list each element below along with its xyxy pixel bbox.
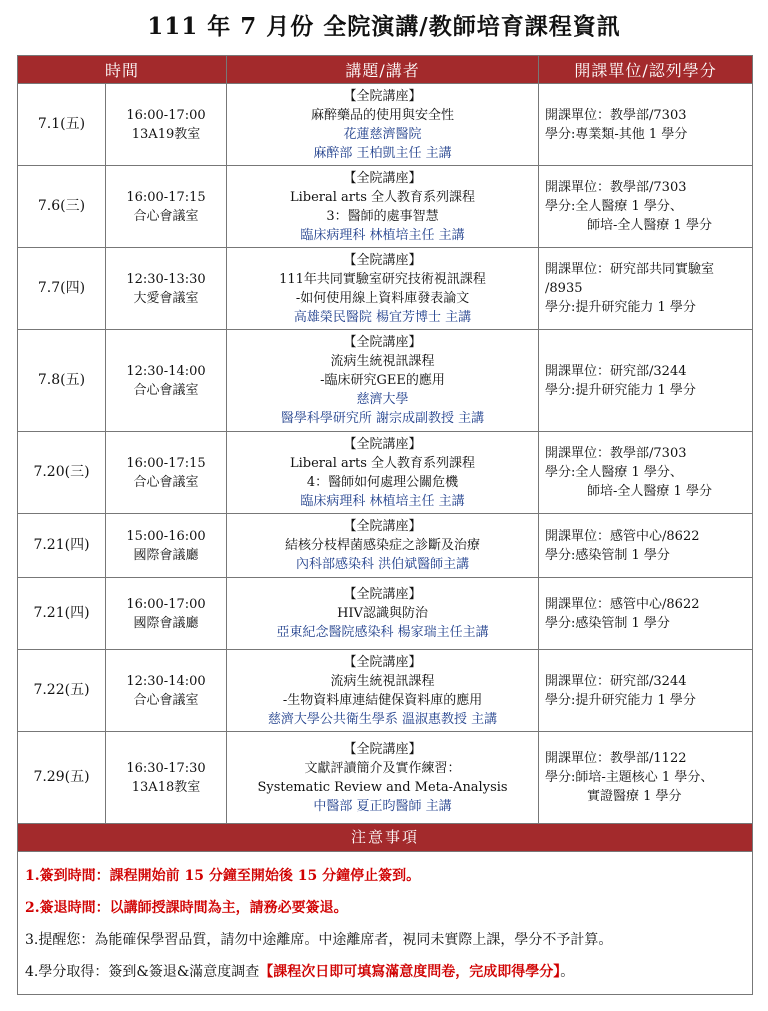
course-place: 合心會議室: [133, 474, 199, 490]
course-time: 12:30-14:00: [126, 363, 206, 379]
course-time-cell: [106, 432, 227, 514]
table-header-row: [18, 56, 753, 84]
course-table: [17, 55, 753, 995]
course-topic-line: 結核分枝桿菌感染症之診斷及治療: [285, 538, 481, 553]
course-tag: 【全院講座】: [343, 436, 422, 452]
course-topic-line: Liberal arts 全人教育系列課程: [289, 455, 476, 471]
page-title: 111 年 7 月份 全院演講/教師培育課程資訊: [147, 13, 621, 40]
course-time: 16:00-17:15: [126, 455, 206, 471]
course-time: 15:00-16:00: [126, 528, 206, 544]
course-time-cell: [106, 578, 227, 650]
course-unit-cell: [539, 578, 753, 650]
header-topic: 講題/講者: [227, 56, 539, 84]
course-tag: 【全院講座】: [343, 741, 422, 757]
course-unit-line: 學分:專業類-其他 1 學分: [545, 126, 688, 142]
course-time: 16:00-17:15: [126, 189, 206, 205]
course-row: [18, 732, 753, 824]
course-unit-line: 學分:感染管制 1 學分: [545, 615, 670, 631]
course-unit-line: 開課單位：研究部共同實驗室: [545, 262, 715, 277]
note-3: 3.提醒您：為能確保學習品質，請勿中途離席。中途離席者，視同未實際上課，學分不予計算。: [25, 932, 613, 948]
course-topic-line: 流病生統視訊課程: [330, 354, 435, 369]
course-unit-line: 實證醫療 1 學分: [587, 789, 682, 804]
course-place: 國際會議廳: [133, 615, 199, 631]
header-time: 時間: [18, 56, 227, 84]
course-time-cell: [106, 330, 227, 432]
course-time: 12:30-13:30: [126, 271, 206, 287]
course-speaker-line: 內科部感染科 洪伯斌醫師主講: [295, 557, 470, 572]
notes-heading: 注意事項: [18, 824, 753, 852]
course-topic-cell: [227, 732, 539, 824]
course-time: 12:30-14:00: [126, 673, 206, 689]
note-2: 2.簽退時間：以講師授課時間為主，請務必要簽退。: [25, 900, 348, 916]
course-date: 7.20(三): [18, 432, 106, 514]
course-unit-line: 開課單位：教學部/1122: [545, 751, 687, 766]
course-tag: 【全院講座】: [343, 654, 422, 670]
course-place: 13A19教室: [131, 126, 201, 142]
course-topic-line: 流病生統視訊課程: [330, 673, 435, 689]
course-time: 16:00-17:00: [126, 107, 206, 123]
course-unit-line: 學分:提升研究能力 1 學分: [545, 382, 696, 398]
course-date: 7.21(四): [18, 578, 106, 650]
course-topic-line: 111年共同實驗室研究技術視訊課程: [279, 271, 486, 287]
course-unit-line: 開課單位：教學部/7303: [545, 446, 687, 461]
course-topic-cell: [227, 578, 539, 650]
course-topic-cell: [227, 248, 539, 330]
course-unit-line: 師培-全人醫療 1 學分: [587, 218, 712, 233]
course-tag: 【全院講座】: [343, 335, 422, 350]
course-row: [18, 166, 753, 248]
course-place: 大愛會議室: [133, 290, 199, 306]
course-tag: 【全院講座】: [343, 587, 422, 602]
course-speaker-line: 臨床病理科 林植培主任 主講: [300, 227, 465, 243]
course-unit-cell: [539, 732, 753, 824]
course-unit-cell: [539, 166, 753, 248]
course-date: 7.7(四): [18, 248, 106, 330]
course-speaker-line: 醫學科學研究所 謝宗成副教授 主講: [280, 411, 485, 426]
course-unit-line: 開課單位：研究部/3244: [545, 363, 687, 379]
course-topic-cell: [227, 330, 539, 432]
course-place: 13A18教室: [131, 779, 201, 795]
course-tag: 【全院講座】: [343, 519, 422, 534]
course-unit-line: 開課單位：教學部/7303: [545, 180, 687, 195]
course-unit-line: 開課單位：感管中心/8622: [545, 596, 700, 612]
course-unit-line: 學分:感染管制 1 學分: [545, 547, 670, 563]
course-unit-line: 學分:師培-主題核心 1 學分、: [545, 770, 714, 785]
course-unit-line: 開課單位：研究部/3244: [545, 673, 687, 689]
header-unit: 開課單位/認列學分: [539, 56, 753, 84]
course-date: 7.22(五): [18, 650, 106, 732]
course-date: 7.1(五): [18, 84, 106, 166]
course-time-cell: [106, 248, 227, 330]
course-topic-cell: [227, 166, 539, 248]
course-tag: 【全院講座】: [343, 170, 422, 186]
course-place: 合心會議室: [133, 208, 199, 224]
course-row: [18, 84, 753, 166]
course-row: [18, 578, 753, 650]
course-date: 7.6(三): [18, 166, 106, 248]
course-topic-cell: [227, 514, 539, 578]
course-speaker-line: 慈濟大學公共衛生學系 溫淑惠教授 主講: [267, 711, 498, 727]
course-time-cell: [106, 166, 227, 248]
course-time-cell: [106, 650, 227, 732]
course-speaker-line: 臨床病理科 林植培主任 主講: [300, 493, 465, 509]
course-topic-cell: [227, 432, 539, 514]
course-topic-line: -生物資料庫連結健保資料庫的應用: [282, 692, 483, 708]
course-unit-line: 開課單位：教學部/7303: [545, 107, 687, 123]
course-unit-cell: [539, 84, 753, 166]
course-topic-line: 3：醫師的處事智慧: [326, 208, 439, 224]
course-unit-line: 學分:全人醫療 1 學分、: [545, 465, 683, 480]
course-date: 7.8(五): [18, 330, 106, 432]
course-row: [18, 650, 753, 732]
course-topic-line: 文獻評讀簡介及實作練習：: [304, 760, 461, 776]
course-topic-line: -如何使用線上資料庫發表論文: [295, 290, 470, 306]
course-unit-line: 開課單位：感管中心/8622: [545, 528, 700, 544]
note-4-suffix: 。: [560, 964, 575, 980]
course-speaker-line: 慈濟大學: [356, 392, 409, 407]
course-topic-cell: [227, 650, 539, 732]
course-speaker-line: 高雄榮民醫院 楊宜芳博士 主講: [293, 309, 472, 325]
course-date: 7.21(四): [18, 514, 106, 578]
course-unit-cell: [539, 514, 753, 578]
course-speaker-line: 花蓮慈濟醫院: [343, 126, 422, 142]
course-unit-line: 師培-全人醫療 1 學分: [587, 484, 712, 499]
course-time: 16:30-17:30: [126, 760, 206, 776]
note-4-prefix: 4.學分取得：簽到&簽退&滿意度調查: [25, 964, 260, 980]
course-row: [18, 432, 753, 514]
course-tag: 【全院講座】: [343, 252, 422, 268]
course-unit-line: 學分:全人醫療 1 學分、: [545, 199, 683, 214]
course-date: 7.29(五): [18, 732, 106, 824]
course-topic-line: 4：醫師如何處理公關危機: [306, 474, 459, 490]
course-unit-cell: [539, 248, 753, 330]
course-topic-cell: [227, 84, 539, 166]
course-time: 16:00-17:00: [126, 596, 206, 612]
course-time-cell: [106, 84, 227, 166]
course-place: 合心會議室: [133, 692, 199, 708]
notes-box: [18, 852, 753, 995]
course-speaker-line: 亞東紀念醫院感染科 楊家瑞主任主講: [276, 625, 489, 640]
course-time-cell: [106, 514, 227, 578]
course-unit-line: 學分:提升研究能力 1 學分: [545, 300, 696, 315]
course-place: 合心會議室: [133, 382, 199, 398]
course-unit-line: 學分:提升研究能力 1 學分: [545, 692, 696, 708]
course-topic-line: -臨床研究GEE的應用: [320, 373, 445, 388]
course-row: [18, 514, 753, 578]
course-row: [18, 330, 753, 432]
course-place: 國際會議廳: [133, 547, 199, 563]
course-tag: 【全院講座】: [343, 88, 422, 104]
course-speaker-line: 中醫部 夏正昀醫師 主講: [313, 798, 452, 814]
note-1: 1.簽到時間：課程開始前 15 分鐘至開始後 15 分鐘停止簽到。: [25, 868, 421, 884]
course-topic-line: 麻醉藥品的使用與安全性: [311, 107, 455, 123]
course-unit-cell: [539, 330, 753, 432]
course-topic-line: Systematic Review and Meta-Analysis: [257, 779, 508, 795]
course-unit-cell: [539, 650, 753, 732]
note-4: [25, 956, 742, 988]
course-speaker-line: 麻醉部 王柏凱主任 主講: [313, 145, 452, 161]
course-unit-cell: [539, 432, 753, 514]
course-time-cell: [106, 732, 227, 824]
course-row: [18, 248, 753, 330]
course-topic-line: Liberal arts 全人教育系列課程: [289, 189, 476, 205]
course-topic-line: HIV認識與防治: [337, 606, 428, 621]
course-unit-line: /8935: [545, 281, 583, 296]
note-4-highlight: 【課程次日即可填寫滿意度問卷，完成即得學分】: [259, 964, 561, 980]
